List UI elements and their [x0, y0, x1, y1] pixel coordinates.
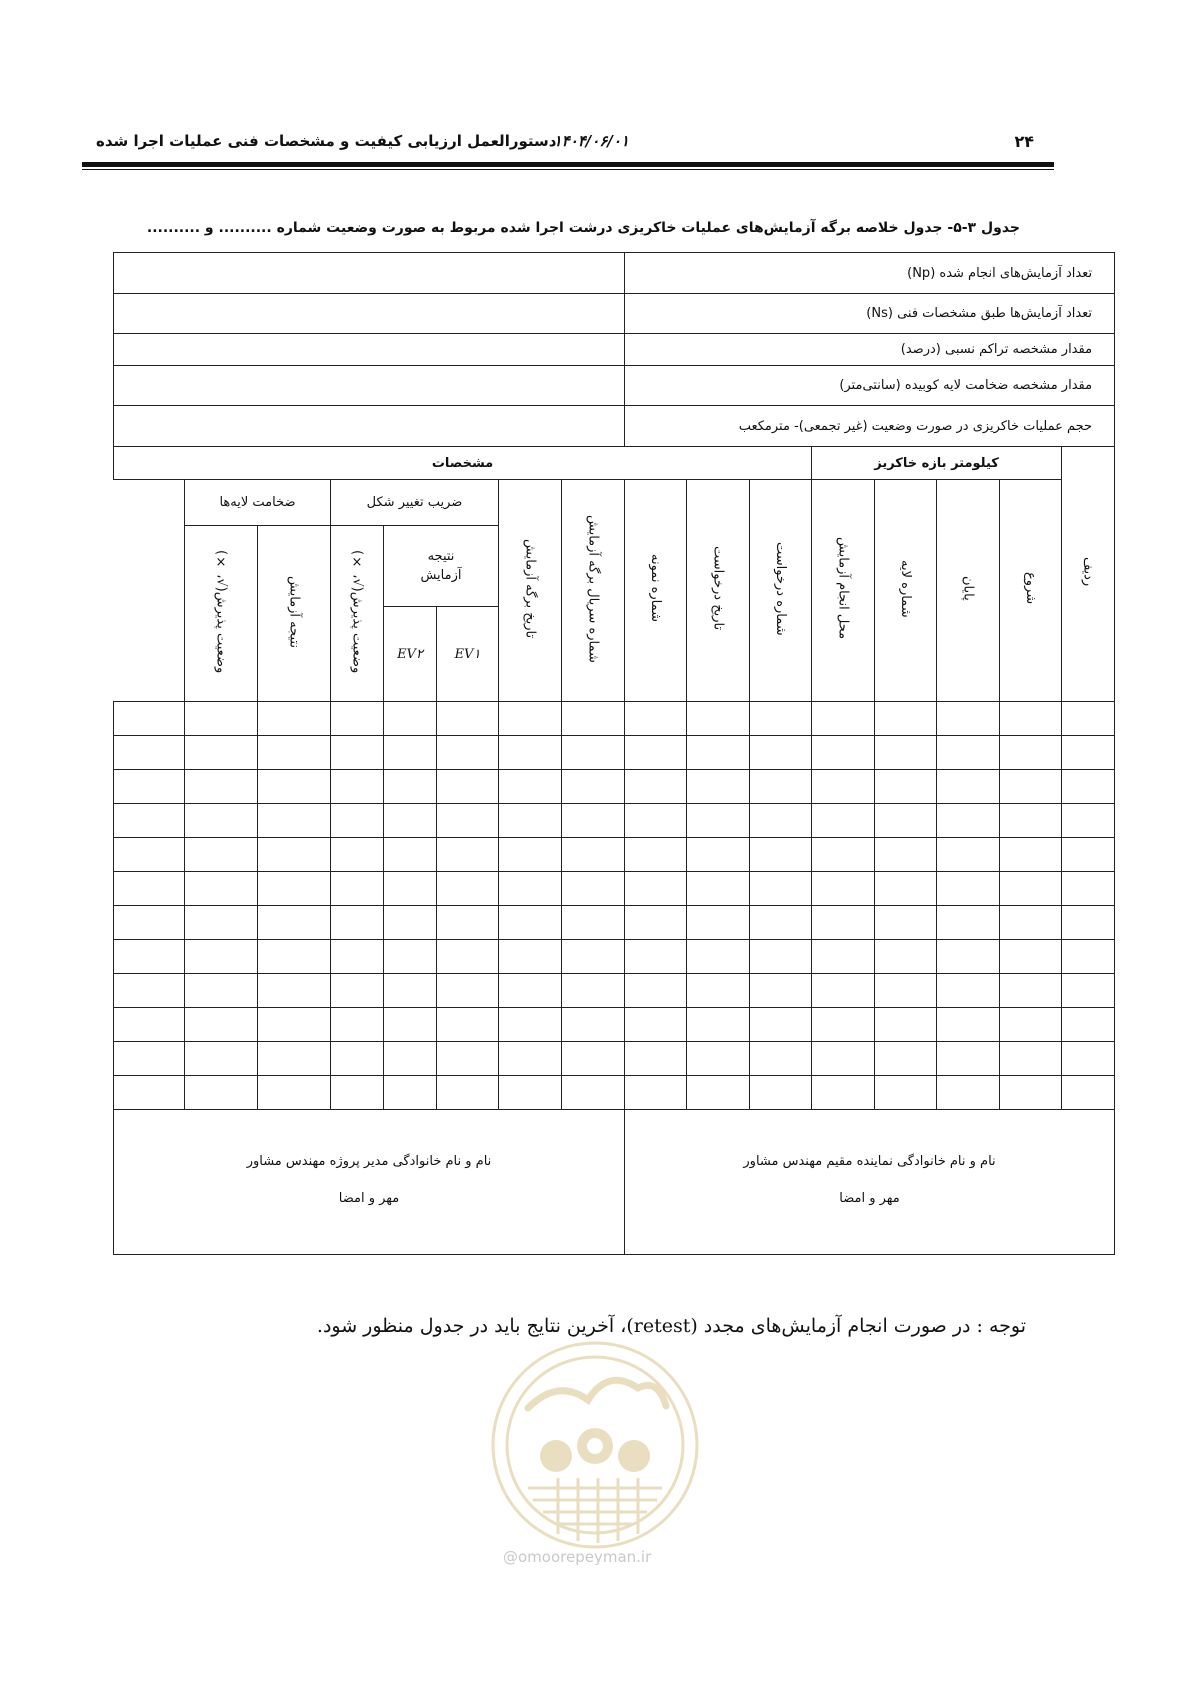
table-cell[interactable]: [258, 1042, 331, 1076]
table-cell[interactable]: [499, 1042, 562, 1076]
col-row-header: ردیف: [1062, 447, 1115, 702]
table-row: [114, 770, 1115, 804]
table-cell[interactable]: [1000, 838, 1062, 872]
test-result-header: نتیجه آزمایش: [384, 526, 499, 607]
table-cell[interactable]: [185, 974, 258, 1008]
project-manager-stamp: مهر و امضا: [338, 1191, 400, 1206]
table-cell[interactable]: [258, 770, 331, 804]
table-cell[interactable]: [687, 872, 750, 906]
table-cell[interactable]: [687, 974, 750, 1008]
table-cell[interactable]: [331, 1076, 384, 1110]
table-cell[interactable]: [331, 736, 384, 770]
table-cell[interactable]: [437, 940, 499, 974]
table-cell[interactable]: [625, 906, 687, 940]
table-row: [114, 838, 1115, 872]
table-cell[interactable]: [1062, 770, 1115, 804]
table-cell[interactable]: [258, 974, 331, 1008]
table-row: [114, 804, 1115, 838]
table-cell[interactable]: [687, 838, 750, 872]
table-cell[interactable]: [1062, 974, 1115, 1008]
table-cell[interactable]: [331, 804, 384, 838]
page-number: ۲۴: [1014, 132, 1034, 151]
table-cell[interactable]: [331, 906, 384, 940]
table-cell[interactable]: [750, 702, 812, 736]
table-cell[interactable]: [937, 736, 1000, 770]
table-cell[interactable]: [331, 940, 384, 974]
table-cell[interactable]: [1000, 770, 1062, 804]
table-cell[interactable]: [750, 974, 812, 1008]
table-cell[interactable]: [812, 804, 875, 838]
table-cell[interactable]: [437, 974, 499, 1008]
table-cell[interactable]: [384, 770, 437, 804]
table-cell[interactable]: [331, 770, 384, 804]
table-cell[interactable]: [384, 872, 437, 906]
thickness-group-header: ضخامت لایه‌ها: [185, 480, 331, 526]
table-cell[interactable]: [258, 838, 331, 872]
table-cell[interactable]: [258, 1008, 331, 1042]
table-cell[interactable]: [625, 1076, 687, 1110]
summary-label: تعداد آزمایش‌های انجام شده (Np): [625, 253, 1115, 294]
table-cell[interactable]: [114, 770, 185, 804]
table-cell[interactable]: [437, 1008, 499, 1042]
table-row: [114, 974, 1115, 1008]
table-cell[interactable]: [499, 838, 562, 872]
table-cell[interactable]: [114, 838, 185, 872]
table-cell[interactable]: [687, 906, 750, 940]
table-cell[interactable]: [437, 838, 499, 872]
table-cell[interactable]: [437, 702, 499, 736]
table-cell[interactable]: [258, 1076, 331, 1110]
table-cell[interactable]: [384, 838, 437, 872]
table-cell[interactable]: [185, 736, 258, 770]
table-row: [114, 906, 1115, 940]
table-cell[interactable]: [812, 1008, 875, 1042]
table-cell[interactable]: [875, 804, 937, 838]
table-cell[interactable]: [812, 770, 875, 804]
table-cell[interactable]: [812, 872, 875, 906]
table-cell[interactable]: [687, 770, 750, 804]
table-cell[interactable]: [625, 838, 687, 872]
table-cell[interactable]: [185, 770, 258, 804]
table-cell[interactable]: [562, 770, 625, 804]
table-cell[interactable]: [750, 906, 812, 940]
table-cell[interactable]: [258, 906, 331, 940]
table-cell[interactable]: [937, 702, 1000, 736]
table-row: [114, 702, 1115, 736]
table-cell[interactable]: [750, 770, 812, 804]
table-cell[interactable]: [812, 1076, 875, 1110]
table-cell[interactable]: [625, 702, 687, 736]
table-row: [114, 736, 1115, 770]
table-cell[interactable]: [331, 1042, 384, 1076]
table-cell[interactable]: [258, 940, 331, 974]
table-cell[interactable]: [875, 1008, 937, 1042]
col-end-header: پایان: [937, 480, 1000, 702]
table-cell[interactable]: [499, 736, 562, 770]
table-cell[interactable]: [185, 940, 258, 974]
table-cell[interactable]: [114, 940, 185, 974]
table-cell[interactable]: [625, 872, 687, 906]
table-cell[interactable]: [875, 1076, 937, 1110]
ev1-header: EV۱: [437, 607, 499, 702]
table-row: [114, 1076, 1115, 1110]
table-cell[interactable]: [1062, 906, 1115, 940]
table-cell[interactable]: [875, 702, 937, 736]
header-date: ۱۴۰۴/۰۶/۰۱: [553, 132, 629, 150]
table-cell[interactable]: [750, 1076, 812, 1110]
table-cell[interactable]: [499, 974, 562, 1008]
table-cell[interactable]: [562, 702, 625, 736]
col-request-no-header: شماره درخواست: [750, 480, 812, 702]
table-cell[interactable]: [687, 1042, 750, 1076]
summary-value[interactable]: [114, 406, 625, 447]
table-cell[interactable]: [1062, 940, 1115, 974]
project-manager-signature[interactable]: [114, 1110, 625, 1255]
table-cell[interactable]: [437, 1042, 499, 1076]
table-cell[interactable]: [331, 702, 384, 736]
table-cell[interactable]: [1000, 736, 1062, 770]
project-manager-name: نام و نام خانوادگی مدیر پروژه مهندس مشاور: [246, 1154, 492, 1169]
resident-rep-name: نام و نام خانوادگی نماینده مقیم مهندس مشاور: [743, 1154, 996, 1169]
col-start-header: شروع: [1000, 480, 1062, 702]
table-cell[interactable]: [1062, 804, 1115, 838]
table-cell[interactable]: [750, 804, 812, 838]
table-cell[interactable]: [384, 974, 437, 1008]
table-cell[interactable]: [437, 804, 499, 838]
table-cell[interactable]: [185, 838, 258, 872]
table-cell[interactable]: [437, 770, 499, 804]
table-cell[interactable]: [384, 1008, 437, 1042]
table-cell[interactable]: [499, 872, 562, 906]
col-layer-no-header: شماره لایه: [875, 480, 937, 702]
table-cell[interactable]: [499, 940, 562, 974]
table-row: [114, 940, 1115, 974]
table-cell[interactable]: [331, 974, 384, 1008]
table-cell[interactable]: [1062, 736, 1115, 770]
summary-row: [114, 406, 1115, 447]
table-cell[interactable]: [258, 804, 331, 838]
table-cell[interactable]: [114, 1008, 185, 1042]
table-cell[interactable]: [1062, 872, 1115, 906]
table-cell[interactable]: [937, 974, 1000, 1008]
table-cell[interactable]: [114, 804, 185, 838]
thickness-result-header: نتیجه آزمایش: [258, 526, 331, 702]
table-cell[interactable]: [1000, 940, 1062, 974]
table-cell[interactable]: [937, 838, 1000, 872]
table-cell[interactable]: [812, 702, 875, 736]
table-cell[interactable]: [750, 872, 812, 906]
summary-row: [114, 253, 1115, 294]
summary-value[interactable]: [114, 294, 625, 334]
table-cell[interactable]: [1000, 906, 1062, 940]
table-cell[interactable]: [1000, 872, 1062, 906]
table-cell[interactable]: [937, 770, 1000, 804]
table-cell[interactable]: [750, 736, 812, 770]
table-cell[interactable]: [185, 1076, 258, 1110]
table-cell[interactable]: [562, 804, 625, 838]
table-cell[interactable]: [875, 940, 937, 974]
resident-rep-signature[interactable]: [625, 1110, 1115, 1255]
table-cell[interactable]: [562, 1008, 625, 1042]
col-test-location-header: محل انجام آزمایش: [812, 480, 875, 702]
table-cell[interactable]: [1062, 1076, 1115, 1110]
col-sheet-serial-header: شماره سریال برگه آزمایش: [562, 480, 625, 702]
table-cell[interactable]: [625, 770, 687, 804]
header-rule-thick: [82, 162, 1054, 167]
table-cell[interactable]: [1062, 1042, 1115, 1076]
summary-label: مقدار مشخصه تراکم نسبی (درصد): [625, 334, 1115, 366]
table-row: [114, 872, 1115, 906]
table-cell[interactable]: [937, 906, 1000, 940]
watermark-url: @omoorepeyman.ir: [503, 1548, 652, 1566]
table-cell[interactable]: [625, 940, 687, 974]
table-cell[interactable]: [258, 872, 331, 906]
table-row: [114, 1008, 1115, 1042]
table-cell[interactable]: [499, 702, 562, 736]
summary-label: مقدار مشخصه ضخامت لایه کوبیده (سانتی‌متر): [625, 366, 1115, 406]
deformation-group-header: ضریب تغییر شکل: [331, 480, 499, 526]
table-cell[interactable]: [875, 872, 937, 906]
table-cell[interactable]: [185, 906, 258, 940]
table-cell[interactable]: [499, 770, 562, 804]
table-cell[interactable]: [562, 906, 625, 940]
table-cell[interactable]: [384, 1042, 437, 1076]
table-cell[interactable]: [937, 1076, 1000, 1110]
table-cell[interactable]: [1000, 1076, 1062, 1110]
table-row: [114, 1042, 1115, 1076]
table-cell[interactable]: [625, 736, 687, 770]
table-cell[interactable]: [562, 940, 625, 974]
omoorepeyman-seal-logo: [488, 1338, 702, 1552]
table-cell[interactable]: [185, 1008, 258, 1042]
summary-value[interactable]: [114, 334, 625, 366]
table-cell[interactable]: [937, 804, 1000, 838]
table-cell[interactable]: [562, 1042, 625, 1076]
table-cell[interactable]: [625, 804, 687, 838]
header-row-1: [114, 447, 1115, 480]
table-cell[interactable]: [812, 940, 875, 974]
test-summary-table: [113, 252, 1115, 1255]
table-cell[interactable]: [1000, 702, 1062, 736]
table-cell[interactable]: [1062, 838, 1115, 872]
table-cell[interactable]: [499, 1076, 562, 1110]
page-header: [82, 128, 1054, 158]
table-cell[interactable]: [812, 906, 875, 940]
table-cell[interactable]: [937, 1042, 1000, 1076]
table-cell[interactable]: [750, 1008, 812, 1042]
table-cell[interactable]: [687, 702, 750, 736]
table-cell[interactable]: [750, 1042, 812, 1076]
table-cell[interactable]: [499, 804, 562, 838]
table-cell[interactable]: [114, 974, 185, 1008]
summary-row: [114, 366, 1115, 406]
table-cell[interactable]: [812, 974, 875, 1008]
table-cell[interactable]: [562, 838, 625, 872]
table-cell[interactable]: [687, 1076, 750, 1110]
specs-group-header: مشخصات: [114, 447, 812, 480]
header-rule-thin: [82, 169, 1054, 170]
table-cell[interactable]: [750, 940, 812, 974]
table-cell[interactable]: [499, 906, 562, 940]
retest-note: توجه : در صورت انجام آزمایش‌های مجدد (retest)، آخرین نتایج باید در جدول منظور شود.: [316, 1315, 1026, 1337]
table-cell[interactable]: [185, 872, 258, 906]
thickness-acceptance-header: وضعیت پذیرش(√، ×): [185, 526, 258, 702]
table-cell[interactable]: [114, 872, 185, 906]
table-cell[interactable]: [625, 1008, 687, 1042]
table-cell[interactable]: [437, 736, 499, 770]
table-caption: جدول ۳-۵- جدول خلاصه برگه آزمایش‌های عملیات خاکریزی درشت اجرا شده مربوط به صورت وضعیت شماره .......... و ..........: [146, 220, 1020, 236]
table-cell[interactable]: [331, 872, 384, 906]
table-cell[interactable]: [1000, 1042, 1062, 1076]
table-cell[interactable]: [114, 906, 185, 940]
ev2-header: EV۲: [384, 607, 437, 702]
table-cell[interactable]: [687, 736, 750, 770]
table-cell[interactable]: [384, 804, 437, 838]
table-cell[interactable]: [562, 736, 625, 770]
table-cell[interactable]: [384, 702, 437, 736]
table-cell[interactable]: [384, 940, 437, 974]
summary-row: [114, 294, 1115, 334]
table-cell[interactable]: [114, 702, 185, 736]
table-cell[interactable]: [258, 736, 331, 770]
table-cell[interactable]: [499, 1008, 562, 1042]
table-cell[interactable]: [331, 1008, 384, 1042]
col-sheet-date-header: تاریخ برگه آزمایش: [499, 480, 562, 702]
summary-label: حجم عملیات خاکریزی در صورت وضعیت (غیر تجمعی)- مترمکعب: [625, 406, 1115, 447]
table-cell[interactable]: [687, 804, 750, 838]
summary-label: تعداد آزمایش‌ها طبق مشخصات فنی (Ns): [625, 294, 1115, 334]
table-cell[interactable]: [687, 1008, 750, 1042]
table-cell[interactable]: [185, 1042, 258, 1076]
table-cell[interactable]: [687, 940, 750, 974]
table-cell[interactable]: [1000, 974, 1062, 1008]
table-cell[interactable]: [437, 1076, 499, 1110]
table-cell[interactable]: [114, 736, 185, 770]
table-cell[interactable]: [812, 1042, 875, 1076]
table-cell[interactable]: [114, 1042, 185, 1076]
col-sample-no-header: شماره نمونه: [625, 480, 687, 702]
table-cell[interactable]: [258, 702, 331, 736]
table-cell[interactable]: [875, 1042, 937, 1076]
signature-row: [114, 1110, 1115, 1255]
table-cell[interactable]: [562, 974, 625, 1008]
table-cell[interactable]: [437, 872, 499, 906]
table-cell[interactable]: [875, 974, 937, 1008]
table-cell[interactable]: [875, 770, 937, 804]
table-cell[interactable]: [875, 736, 937, 770]
table-cell[interactable]: [185, 804, 258, 838]
summary-row: [114, 334, 1115, 366]
table-cell[interactable]: [937, 872, 1000, 906]
table-cell[interactable]: [812, 736, 875, 770]
deformation-acceptance-header: وضعیت پذیرش(√، ×): [331, 526, 384, 702]
table-cell[interactable]: [384, 736, 437, 770]
resident-rep-stamp: مهر و امضا: [839, 1191, 900, 1206]
table-cell[interactable]: [331, 838, 384, 872]
header-row-2: [114, 480, 1115, 526]
table-cell[interactable]: [875, 838, 937, 872]
table-cell[interactable]: [114, 1076, 185, 1110]
table-cell[interactable]: [185, 702, 258, 736]
table-cell[interactable]: [562, 872, 625, 906]
table-cell[interactable]: [1062, 1008, 1115, 1042]
table-cell[interactable]: [750, 838, 812, 872]
table-cell[interactable]: [937, 1008, 1000, 1042]
table-cell[interactable]: [1062, 702, 1115, 736]
col-request-date-header: تاریخ درخواست: [687, 480, 750, 702]
table-cell[interactable]: [384, 906, 437, 940]
table-cell[interactable]: [1000, 1008, 1062, 1042]
table-cell[interactable]: [625, 1042, 687, 1076]
km-group-header: کیلومتر بازه خاکریز: [812, 447, 1062, 480]
table-cell[interactable]: [875, 906, 937, 940]
table-cell[interactable]: [562, 1076, 625, 1110]
summary-value[interactable]: [114, 366, 625, 406]
table-cell[interactable]: [625, 974, 687, 1008]
table-cell[interactable]: [1000, 804, 1062, 838]
table-cell[interactable]: [384, 1076, 437, 1110]
table-cell[interactable]: [437, 906, 499, 940]
document-title: دستورالعمل ارزیابی کیفیت و مشخصات فنی عملیات اجرا شده: [96, 132, 557, 150]
table-cell[interactable]: [812, 838, 875, 872]
summary-value[interactable]: [114, 253, 625, 294]
table-cell[interactable]: [937, 940, 1000, 974]
